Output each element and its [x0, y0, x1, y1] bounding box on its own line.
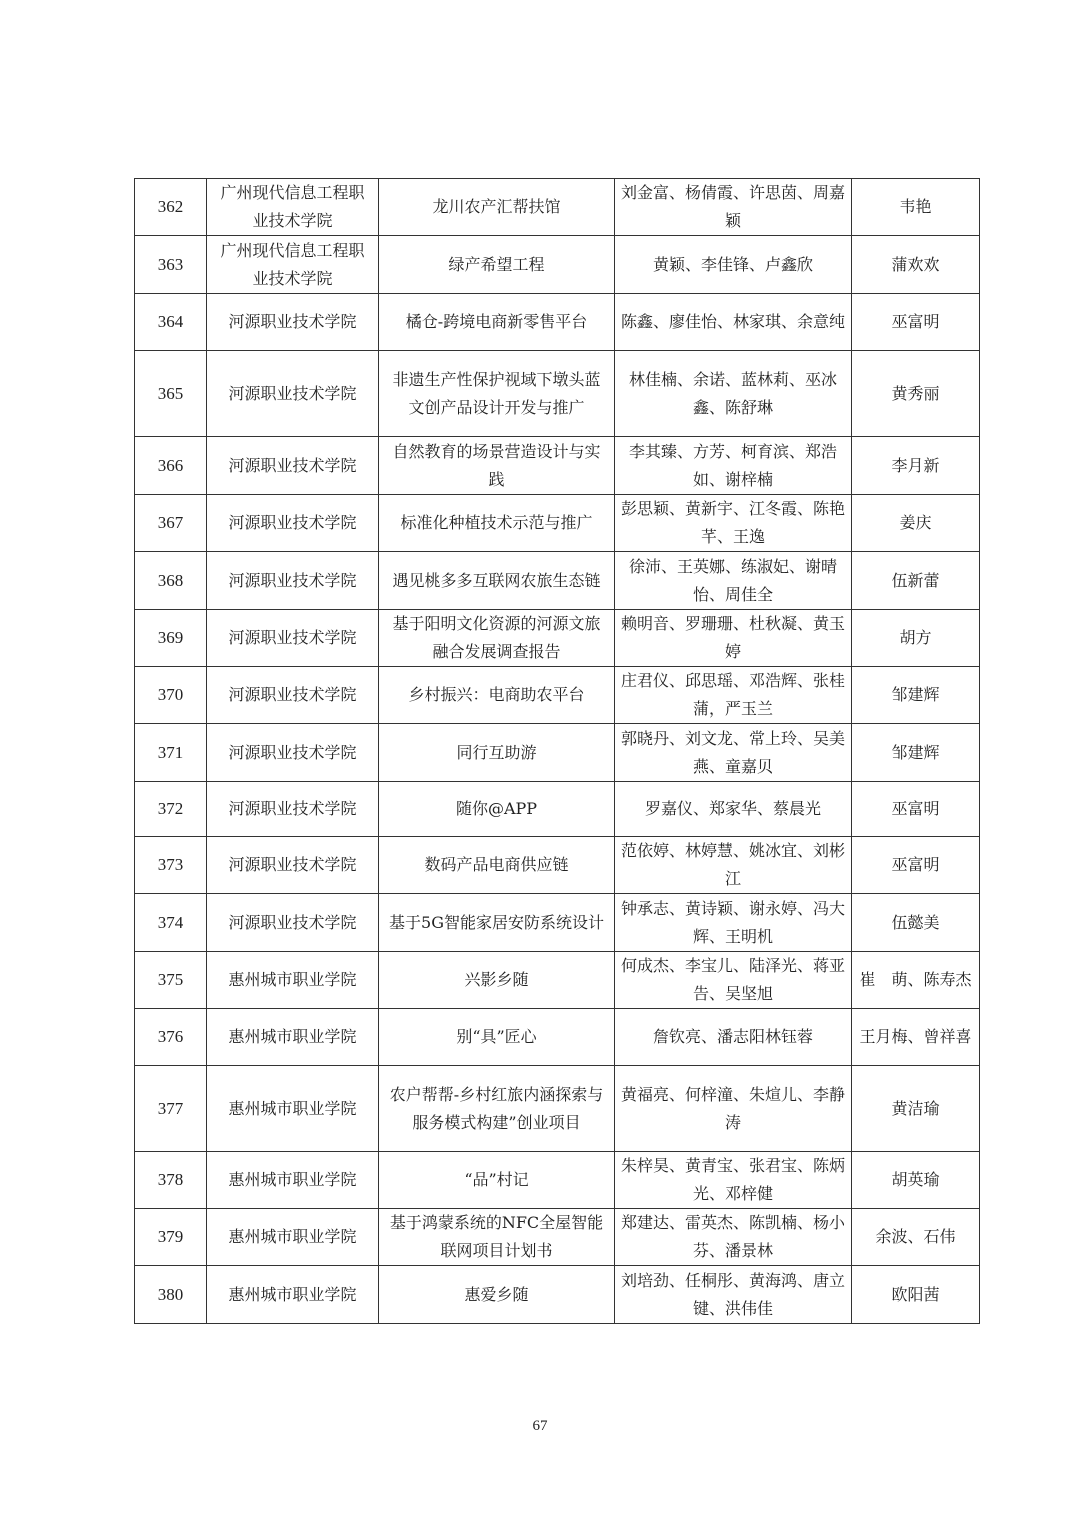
row-number: 362: [135, 179, 207, 236]
school-name: 河源职业技术学院: [207, 724, 379, 782]
row-number: 378: [135, 1152, 207, 1209]
table-row: [135, 952, 980, 1009]
row-number: 373: [135, 837, 207, 894]
table-row: [135, 667, 980, 724]
school-name: 河源职业技术学院: [207, 552, 379, 610]
table-row: [135, 1209, 980, 1266]
team-members: 黄颖、李佳锋、卢鑫欣: [615, 236, 852, 294]
table-row: [135, 1266, 980, 1324]
project-table: [134, 178, 980, 1324]
row-number: 375: [135, 952, 207, 1009]
table-row: [135, 552, 980, 610]
advisor-name: 王月梅、曾祥喜: [852, 1009, 980, 1066]
advisor-name: 伍新蕾: [852, 552, 980, 610]
advisor-name: 崔 萌、陈寿杰: [852, 952, 980, 1009]
row-number: 365: [135, 351, 207, 437]
table-row: [135, 837, 980, 894]
row-number: 363: [135, 236, 207, 294]
table-row: [135, 894, 980, 952]
team-members: 徐沛、王英娜、练淑妃、谢晴怡、周佳全: [615, 552, 852, 610]
school-name: 惠州城市职业学院: [207, 1152, 379, 1209]
project-name: 遇见桃多多互联网农旅生态链: [379, 552, 615, 610]
project-name: “品”村记: [379, 1152, 615, 1209]
school-name: 河源职业技术学院: [207, 894, 379, 952]
row-number: 372: [135, 782, 207, 837]
row-number: 380: [135, 1266, 207, 1324]
project-name: 别“具”匠心: [379, 1009, 615, 1066]
team-members: 范依婷、林婷慧、姚冰宜、刘彬江: [615, 837, 852, 894]
table-row: [135, 1152, 980, 1209]
project-name: 数码产品电商供应链: [379, 837, 615, 894]
table-row: [135, 610, 980, 667]
school-name: 惠州城市职业学院: [207, 1209, 379, 1266]
project-name: 绿产希望工程: [379, 236, 615, 294]
team-members: 赖明音、罗珊珊、杜秋凝、黄玉婷: [615, 610, 852, 667]
project-name: 橘仓-跨境电商新零售平台: [379, 294, 615, 351]
table-row: [135, 782, 980, 837]
project-name: 非遗生产性保护视域下墩头蓝文创产品设计开发与推广: [379, 351, 615, 437]
project-name: 同行互助游: [379, 724, 615, 782]
team-members: 庄君仪、邱思瑶、邓浩辉、张桂蒲，严玉兰: [615, 667, 852, 724]
page-number: 67: [532, 1418, 548, 1434]
row-number: 366: [135, 437, 207, 495]
advisor-name: 蒲欢欢: [852, 236, 980, 294]
school-name: 河源职业技术学院: [207, 782, 379, 837]
school-name: 广州现代信息工程职业技术学院: [207, 236, 379, 294]
advisor-name: 李月新: [852, 437, 980, 495]
row-number: 370: [135, 667, 207, 724]
advisor-name: 黄秀丽: [852, 351, 980, 437]
team-members: 林佳楠、余诺、蓝林莉、巫冰鑫、陈舒琳: [615, 351, 852, 437]
school-name: 惠州城市职业学院: [207, 952, 379, 1009]
school-name: 河源职业技术学院: [207, 437, 379, 495]
team-members: 刘金富、杨倩霞、许思茵、周嘉颖: [615, 179, 852, 236]
advisor-name: 邹建辉: [852, 724, 980, 782]
row-number: 364: [135, 294, 207, 351]
row-number: 379: [135, 1209, 207, 1266]
row-number: 377: [135, 1066, 207, 1152]
team-members: 黄福亮、何梓潼、朱煊儿、李静涛: [615, 1066, 852, 1152]
school-name: 河源职业技术学院: [207, 294, 379, 351]
advisor-name: 韦艳: [852, 179, 980, 236]
row-number: 376: [135, 1009, 207, 1066]
project-name: 基于阳明文化资源的河源文旅融合发展调查报告: [379, 610, 615, 667]
team-members: 朱梓昊、黄青宝、张君宝、陈炳光、邓梓健: [615, 1152, 852, 1209]
team-members: 李其臻、方芳、柯育滨、郑浩如、谢梓楠: [615, 437, 852, 495]
team-members: 詹钦亮、潘志阳林钰蓉: [615, 1009, 852, 1066]
project-name: 随你@APP: [379, 782, 615, 837]
team-members: 彭思颖、黄新宇、江冬霞、陈艳芊、王逸: [615, 495, 852, 552]
team-members: 郑建达、雷英杰、陈凯楠、杨小芬、潘景林: [615, 1209, 852, 1266]
advisor-name: 胡英瑜: [852, 1152, 980, 1209]
advisor-name: 余波、石伟: [852, 1209, 980, 1266]
school-name: 河源职业技术学院: [207, 351, 379, 437]
row-number: 368: [135, 552, 207, 610]
project-name: 基于5G智能家居安防系统设计: [379, 894, 615, 952]
table-row: [135, 236, 980, 294]
school-name: 河源职业技术学院: [207, 610, 379, 667]
project-name: 惠爱乡随: [379, 1266, 615, 1324]
school-name: 河源职业技术学院: [207, 667, 379, 724]
row-number: 371: [135, 724, 207, 782]
table-row: [135, 724, 980, 782]
school-name: 惠州城市职业学院: [207, 1266, 379, 1324]
advisor-name: 伍懿美: [852, 894, 980, 952]
project-name: 基于鸿蒙系统的NFC全屋智能联网项目计划书: [379, 1209, 615, 1266]
team-members: 罗嘉仪、郑家华、蔡晨光: [615, 782, 852, 837]
table-row: [135, 351, 980, 437]
advisor-name: 邹建辉: [852, 667, 980, 724]
table-row: [135, 294, 980, 351]
project-name: 标准化种植技术示范与推广: [379, 495, 615, 552]
project-name: 自然教育的场景营造设计与实践: [379, 437, 615, 495]
advisor-name: 黄洁瑜: [852, 1066, 980, 1152]
advisor-name: 欧阳茜: [852, 1266, 980, 1324]
advisor-name: 巫富明: [852, 837, 980, 894]
project-name: 兴影乡随: [379, 952, 615, 1009]
project-name: 龙川农产汇帮扶馆: [379, 179, 615, 236]
table-row: [135, 495, 980, 552]
row-number: 374: [135, 894, 207, 952]
table-row: [135, 1066, 980, 1152]
team-members: 钟承志、黄诗颖、谢永婷、冯大辉、王明机: [615, 894, 852, 952]
row-number: 367: [135, 495, 207, 552]
advisor-name: 巫富明: [852, 294, 980, 351]
project-name: 农户帮帮-乡村红旅内涵探索与服务模式构建”创业项目: [379, 1066, 615, 1152]
team-members: 陈鑫、廖佳怡、林家琪、余意纯: [615, 294, 852, 351]
advisor-name: 姜庆: [852, 495, 980, 552]
project-name: 乡村振兴：电商助农平台: [379, 667, 615, 724]
school-name: 广州现代信息工程职业技术学院: [207, 179, 379, 236]
advisor-name: 胡方: [852, 610, 980, 667]
table-row: [135, 437, 980, 495]
school-name: 河源职业技术学院: [207, 837, 379, 894]
school-name: 惠州城市职业学院: [207, 1066, 379, 1152]
school-name: 河源职业技术学院: [207, 495, 379, 552]
team-members: 刘培劲、任桐彤、黄海鸿、唐立键、洪伟佳: [615, 1266, 852, 1324]
team-members: 郭晓丹、刘文龙、常上玲、吴美燕、童嘉贝: [615, 724, 852, 782]
table-row: [135, 1009, 980, 1066]
row-number: 369: [135, 610, 207, 667]
team-members: 何成杰、李宝儿、陆泽光、蒋亚告、吴坚旭: [615, 952, 852, 1009]
table-row: [135, 179, 980, 236]
school-name: 惠州城市职业学院: [207, 1009, 379, 1066]
advisor-name: 巫富明: [852, 782, 980, 837]
